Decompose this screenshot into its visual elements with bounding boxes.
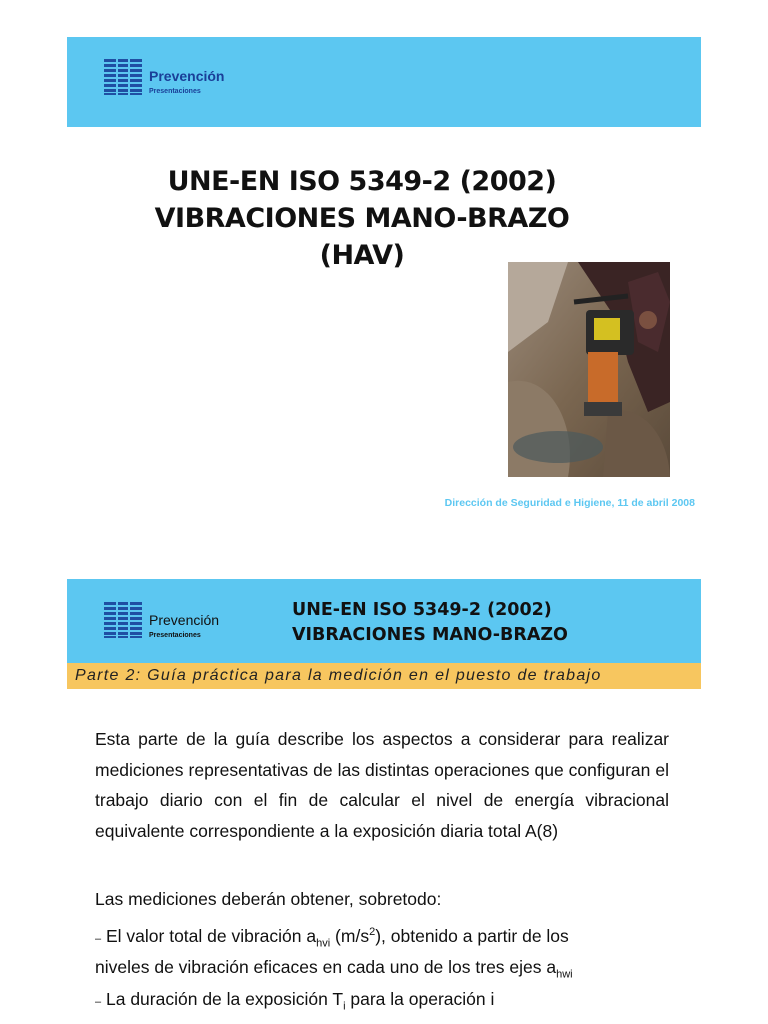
- vibratory-rammer-photo: [508, 262, 670, 477]
- brand-subtitle: Presentaciones: [149, 632, 201, 639]
- slide1-title: [67, 163, 657, 274]
- body-paragraph: Esta parte de la guía describe los aspectos a considerar para realizar mediciones representativas de las distintas operaciones que configuran el trabajo diario con el fin de calcular el nivel de energía vibracional equivalente correspondiente a la exposición diaria total A(8): [95, 729, 669, 841]
- title-line-2: VIBRACIONES MANO-BRAZO: [154, 203, 570, 234]
- slide1-footer: Dirección de Seguridad e Higiene, 11 de abril 2008: [444, 497, 695, 509]
- bullet-item-1: – El valor total de vibración $a_{hvi}$ $(m/s^2)$, obtenido a partir de los: [95, 926, 569, 950]
- brand-subtitle: Presentaciones: [149, 88, 201, 95]
- title-line-2: VIBRACIONES MANO-BRAZO: [292, 625, 568, 645]
- title-line-1: UNE-EN ISO 5349-2 (2002): [292, 600, 552, 620]
- prevencion-logo-icon: [104, 59, 142, 95]
- bullet-marker: –: [95, 996, 102, 1008]
- bullet-item-1-continued: niveles de vibración eficaces en cada uno de los tres ejes $a_{hwi}$: [95, 957, 573, 981]
- brand-name: Prevención: [149, 612, 220, 628]
- title-line-1: UNE-EN ISO 5349-2 (2002): [167, 166, 557, 197]
- brand-name: Prevención: [149, 68, 225, 84]
- intro-text: Las mediciones deberán obtener, sobretodo:: [95, 889, 442, 909]
- prevencion-logo-icon: [104, 602, 142, 638]
- slide2-subtitle: Parte 2: Guía práctica para la medición en el puesto de trabajo: [75, 667, 602, 684]
- slide2-title: [292, 598, 568, 648]
- title-line-3: (HAV): [319, 240, 405, 271]
- bullet-marker: –: [95, 933, 102, 945]
- bullet-item-2: – La duración de la exposición $T_i$ para la operación i: [95, 989, 495, 1013]
